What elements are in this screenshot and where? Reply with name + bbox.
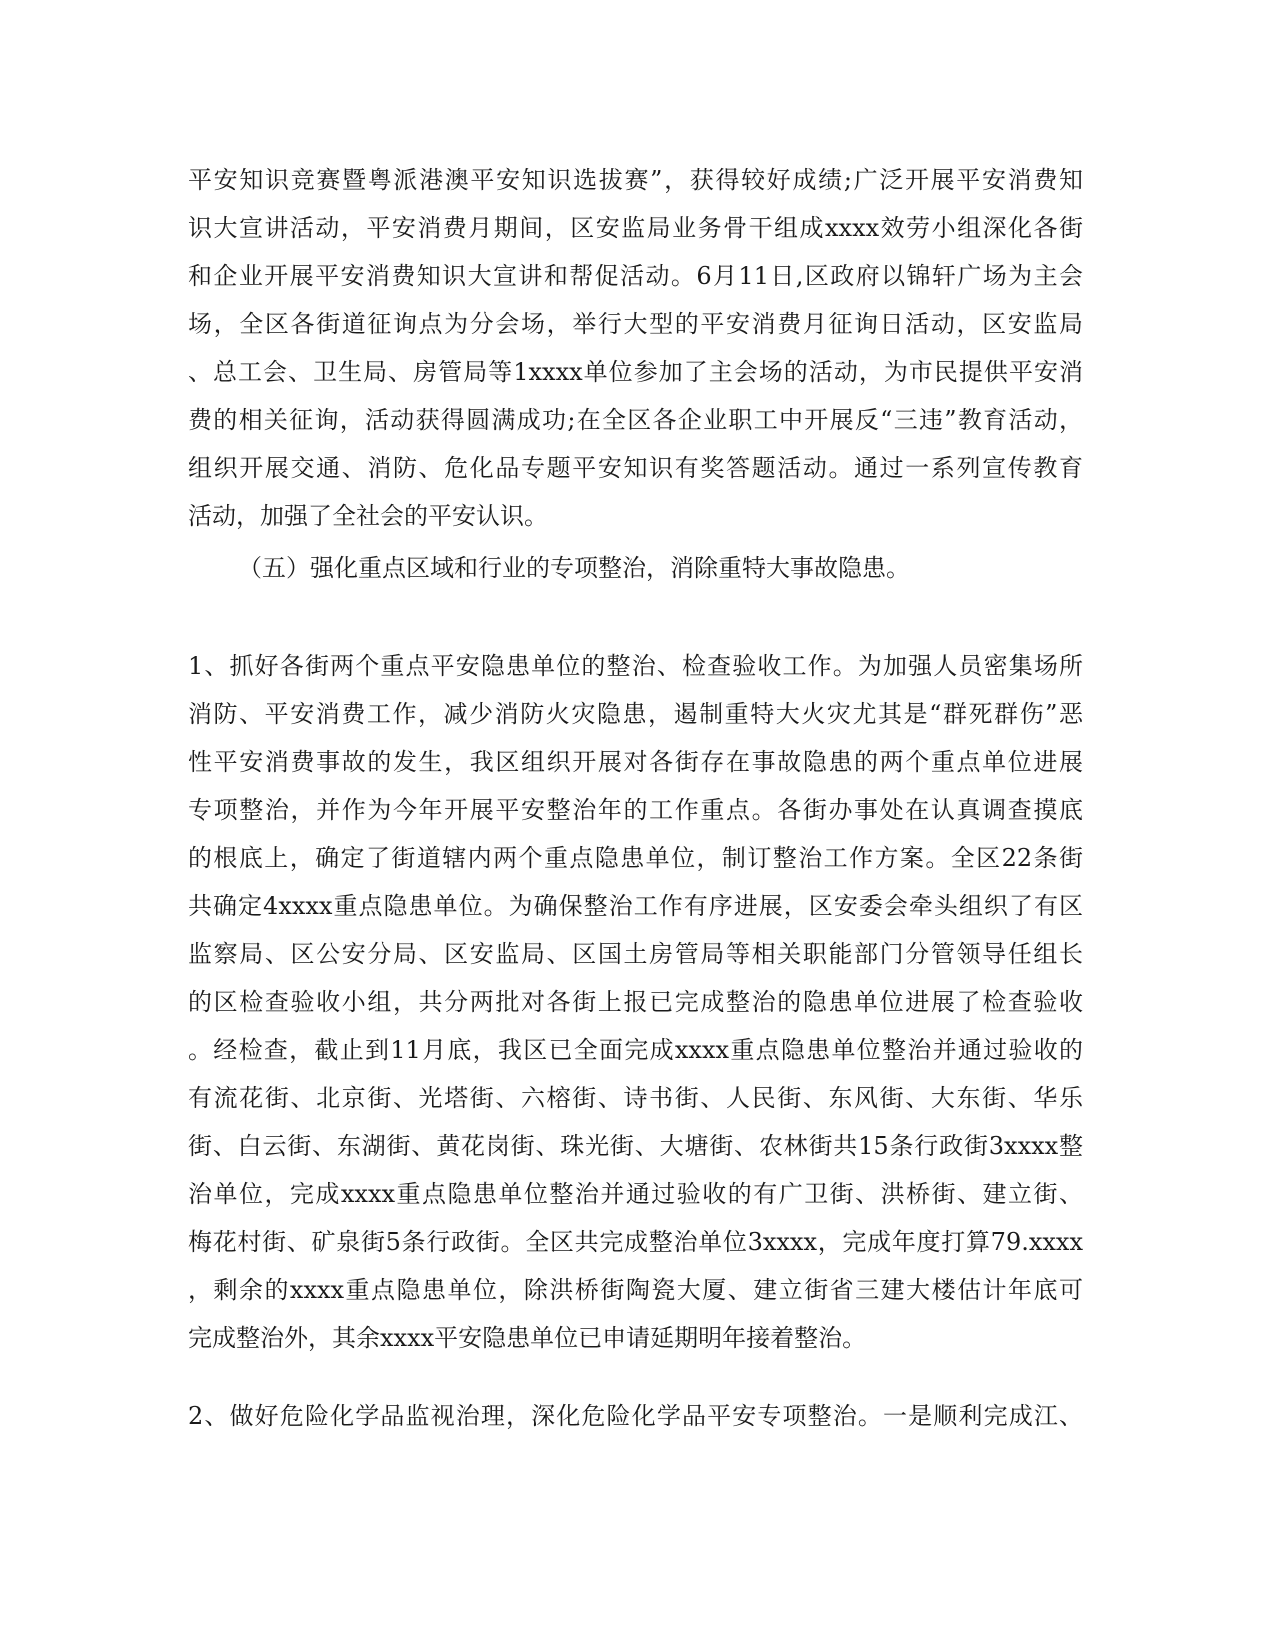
item-1-paragraph <box>188 642 1083 1362</box>
paragraph-line: 治单位，完成xxxx重点隐患单位整治并通过验收的有广卫街、洪桥街、建立街、 <box>188 1180 1083 1208</box>
paragraph-line: 有流花街、北京街、光塔街、六榕街、诗书街、人民街、东风街、大东街、华乐 <box>188 1084 1083 1112</box>
paragraph-line: 专项整治，并作为今年开展平安整治年的工作重点。各街办事处在认真调查摸底 <box>188 796 1083 824</box>
paragraph-line: 性平安消费事故的发生，我区组织开展对各街存在事故隐患的两个重点单位进展 <box>188 748 1083 776</box>
paragraph-line: 完成整治外，其余xxxx平安隐患单位已申请延期明年接着整治。 <box>188 1324 867 1352</box>
paragraph-line: 活动，加强了全社会的平安认识。 <box>188 502 548 530</box>
paragraph-line: 消防、平安消费工作，减少消防火灾隐患，遏制重特大火灾尤其是“群死群伤”恶 <box>188 700 1083 728</box>
paragraph-line: 共确定4xxxx重点隐患单位。为确保整治工作有序进展，区安委会牵头组织了有区 <box>188 892 1083 920</box>
intro-paragraph <box>188 156 1083 540</box>
paragraph-line: 街、白云街、东湖街、黄花岗街、珠光街、大塘街、农林街共15条行政街3xxxx整 <box>188 1132 1083 1160</box>
paragraph-line: 梅花村街、矿泉街5条行政街。全区共完成整治单位3xxxx，完成年度打算79.xxxx <box>188 1228 1083 1256</box>
paragraph-line: 2、做好危险化学品监视治理，深化危险化学品平安专项整治。一是顺利完成江、 <box>188 1402 1083 1430</box>
paragraph-line: ，剩余的xxxx重点隐患单位，除洪桥街陶瓷大厦、建立街省三建大楼估计年底可 <box>188 1276 1083 1304</box>
paragraph-line: 、总工会、卫生局、房管局等1xxxx单位参加了主会场的活动，为市民提供平安消 <box>188 358 1083 386</box>
paragraph-line: 平安知识竞赛暨粤派港澳平安知识选拔赛”，获得较好成绩;广泛开展平安消费知 <box>188 166 1083 194</box>
paragraph-line: 和企业开展平安消费知识大宣讲和帮促活动。6月11日,区政府以锦轩广场为主会 <box>188 262 1083 290</box>
paragraph-line: 的区检查验收小组，共分两批对各街上报已完成整治的隐患单位进展了检查验收 <box>188 988 1083 1016</box>
paragraph-line: 场，全区各街道征询点为分会场，举行大型的平安消费月征询日活动，区安监局 <box>188 310 1083 338</box>
paragraph-line: 监察局、区公安分局、区安监局、区国土房管局等相关职能部门分管领导任组长 <box>188 940 1083 968</box>
paragraph-line: 组织开展交通、消防、危化品专题平安知识有奖答题活动。通过一系列宣传教育 <box>188 454 1083 482</box>
item-2-paragraph <box>188 1392 1083 1440</box>
paragraph-line: 1、抓好各街两个重点平安隐患单位的整治、检查验收工作。为加强人员密集场所 <box>188 652 1083 680</box>
section-heading: （五）强化重点区域和行业的专项整治，消除重特大事故隐患。 <box>238 554 910 582</box>
paragraph-line: 识大宣讲活动，平安消费月期间，区安监局业务骨干组成xxxx效劳小组深化各街 <box>188 214 1083 242</box>
paragraph-line: 的根底上，确定了街道辖内两个重点隐患单位，制订整治工作方案。全区22条街 <box>188 844 1083 872</box>
paragraph-line: 费的相关征询，活动获得圆满成功;在全区各企业职工中开展反“三违”教育活动， <box>188 406 1083 434</box>
paragraph-line: 。经检查，截止到11月底，我区已全面完成xxxx重点隐患单位整治并通过验收的 <box>188 1036 1083 1064</box>
